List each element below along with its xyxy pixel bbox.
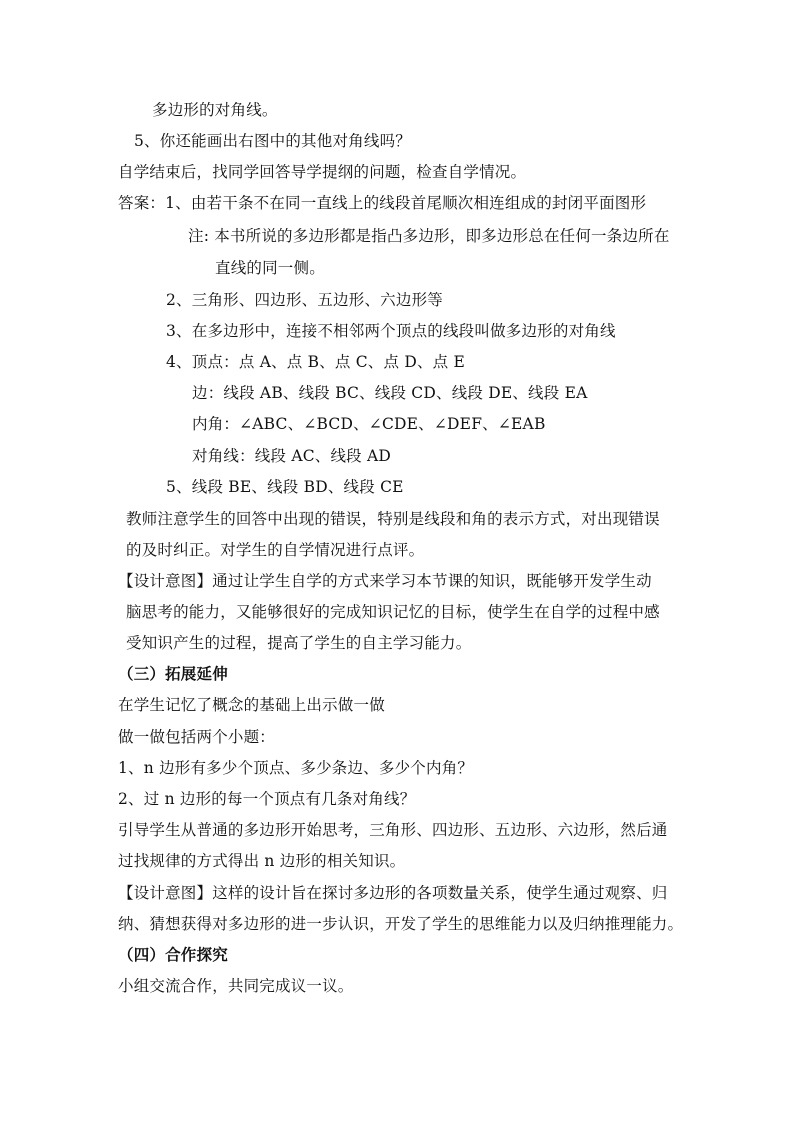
question-5: 5、你还能画出右图中的其他对角线吗？: [134, 132, 411, 150]
exercise-1: 1、n 边形有多少个顶点、多少条边、多少个内角？: [118, 759, 474, 777]
design-intent: 【设计意图】通过让学生自学的方式来学习本节课的知识，既能够开发学生动: [118, 572, 652, 590]
answer-5: 5、线段 BE、线段 BD、线段 CE: [166, 478, 404, 496]
answer-2: 2、三角形、四边形、五边形、六边形等: [166, 291, 443, 309]
text-line: 教师注意学生的回答中出现的错误，特别是线段和角的表示方式，对出现错误: [126, 510, 660, 528]
design-intent: 【设计意图】这样的设计旨在探讨多边形的各项数量关系，使学生通过观察、归: [118, 884, 668, 902]
text-line: 做一做包括两个小题：: [118, 728, 276, 746]
text-line: 小组交流合作，共同完成议一议。: [118, 977, 354, 995]
section-heading-3: （三）拓展延伸: [118, 664, 228, 683]
note-line: 注: 本书所说的多边形都是指凸多边形，即多边形总在任何一条边所在: [188, 227, 670, 245]
text-line: 多边形的对角线。: [152, 101, 278, 119]
text-line: 纳、猜想获得对多边形的进一步认识，开发了学生的思维能力以及归纳推理能力。: [118, 915, 684, 933]
text-line: 脑思考的能力，又能够很好的完成知识记忆的目标，使学生在自学的过程中感: [126, 603, 660, 621]
text-line: 过找规律的方式得出 n 边形的相关知识。: [118, 852, 406, 870]
text-line: 的及时纠正。对学生的自学情况进行点评。: [126, 541, 425, 559]
text-line: 自学结束后，找同学回答导学提纲的问题，检查自学情况。: [118, 163, 527, 181]
note-line: 直线的同一侧。: [215, 259, 325, 277]
text-line: 引导学生从普通的多边形开始思考，三角形、四边形、五边形、六边形，然后通: [118, 821, 668, 839]
exercise-2: 2、过 n 边形的每一个顶点有几条对角线？: [118, 790, 416, 808]
answer-4-diagonals: 对角线：线段 AC、线段 AD: [192, 447, 392, 465]
answer-4-edges: 边：线段 AB、线段 BC、线段 CD、线段 DE、线段 EA: [192, 384, 588, 402]
answer-4-angles: 内角：∠ABC、∠BCD、∠CDE、∠DEF、∠EAB: [192, 415, 546, 433]
text-line: 在学生记忆了概念的基础上出示做一做: [118, 696, 385, 714]
answer-3: 3、在多边形中，连接不相邻两个顶点的线段叫做多边形的对角线: [166, 322, 616, 340]
answer-4: 4、顶点：点 A、点 B、点 C、点 D、点 E: [166, 353, 465, 371]
answer-1: 答案：1、由若干条不在同一直线上的线段首尾顺次相连组成的封闭平面图形: [118, 194, 647, 212]
text-line: 受知识产生的过程，提高了学生的自主学习能力。: [126, 634, 472, 652]
section-heading-4: （四）合作探究: [118, 945, 228, 964]
